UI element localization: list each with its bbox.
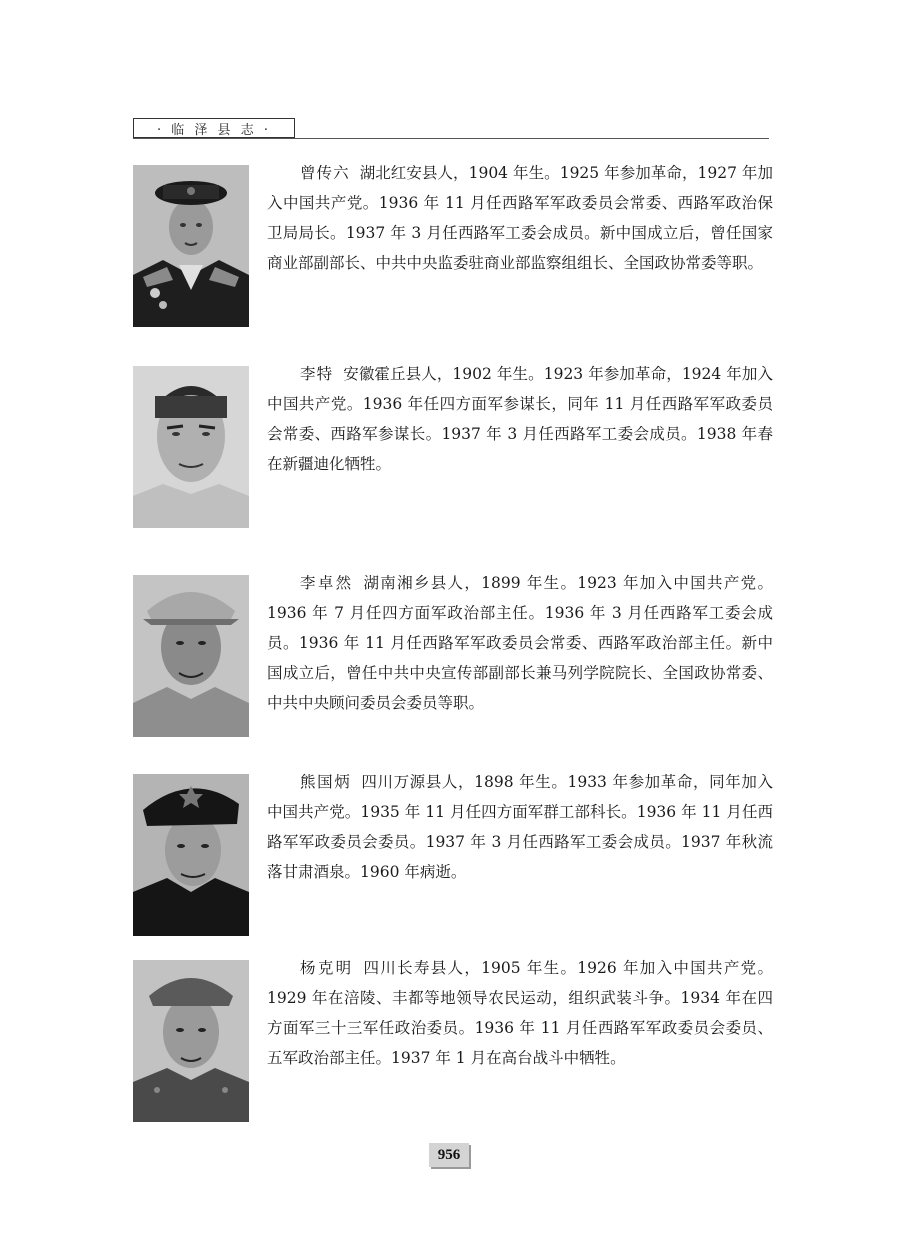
biography-text <box>267 953 773 1073</box>
biography-body: 湖北红安县人，1904 年生。1925 年参加革命，1927 年加入中国共产党。1936 年 11 月任西路军军政委员会常委、西路军政治保卫局局长。1937 年 3 月任西路军工委会成员。新中国成立后，曾任国家商业部副部长、中共中央监委驻商业部监察组组长、全国政协常委等职。 <box>267 164 773 272</box>
portrait-photo <box>133 575 249 737</box>
biography-text <box>267 568 773 718</box>
biography-text <box>267 767 773 887</box>
person-name: 李特 <box>300 365 334 383</box>
portrait-photo <box>133 960 249 1122</box>
biography-body: 安徽霍丘县人，1902 年生。1923 年参加革命，1924 年加入中国共产党。1936 年任四方面军参谋长，同年 11 月任西路军军政委员会常委、西路军参谋长。1937 年 3 月任西路军工委会成员。1938 年春在新疆迪化牺牲。 <box>267 365 773 473</box>
biography-text <box>267 158 773 278</box>
portrait-photo <box>133 165 249 327</box>
person-name: 熊国炳 <box>300 773 352 791</box>
person-name: 曾传六 <box>300 164 350 182</box>
person-name: 李卓然 <box>300 574 354 592</box>
header-rule <box>133 138 769 139</box>
biography-text <box>267 359 773 479</box>
page-number: 956 <box>429 1143 469 1167</box>
portrait-photo <box>133 366 249 528</box>
biography-body: 四川长寿县人，1905 年生。1926 年加入中国共产党。1929 年在涪陵、丰都等地领导农民运动，组织武装斗争。1934 年在四方面军三十三军任政治委员。1936 年 11 月任西路军军政委员会委员、五军政治部主任。1937 年 1 月在高台战斗中牺牲。 <box>267 959 773 1067</box>
biography-body: 湖南湘乡县人，1899 年生。1923 年加入中国共产党。1936 年 7 月任四方面军政治部主任。1936 年 3 月任西路军工委会成员。1936 年 11 月任西路军军政委员会常委、西路军政治部主任。新中国成立后，曾任中共中央宣传部副部长兼马列学院院长、全国政协常委、中共中央顾问委员会委员等职。 <box>267 574 773 712</box>
biography-body: 四川万源县人，1898 年生。1933 年参加革命，同年加入中国共产党。1935 年 11 月任四方面军群工部科长。1936 年 11 月任西路军军政委员会委员。1937 年 3 月任西路军工委会成员。1937 年秋流落甘肃酒泉。1960 年病逝。 <box>267 773 773 881</box>
header-title: · 临 泽 县 志 · <box>133 118 295 138</box>
person-name: 杨克明 <box>300 959 354 977</box>
portrait-photo <box>133 774 249 936</box>
